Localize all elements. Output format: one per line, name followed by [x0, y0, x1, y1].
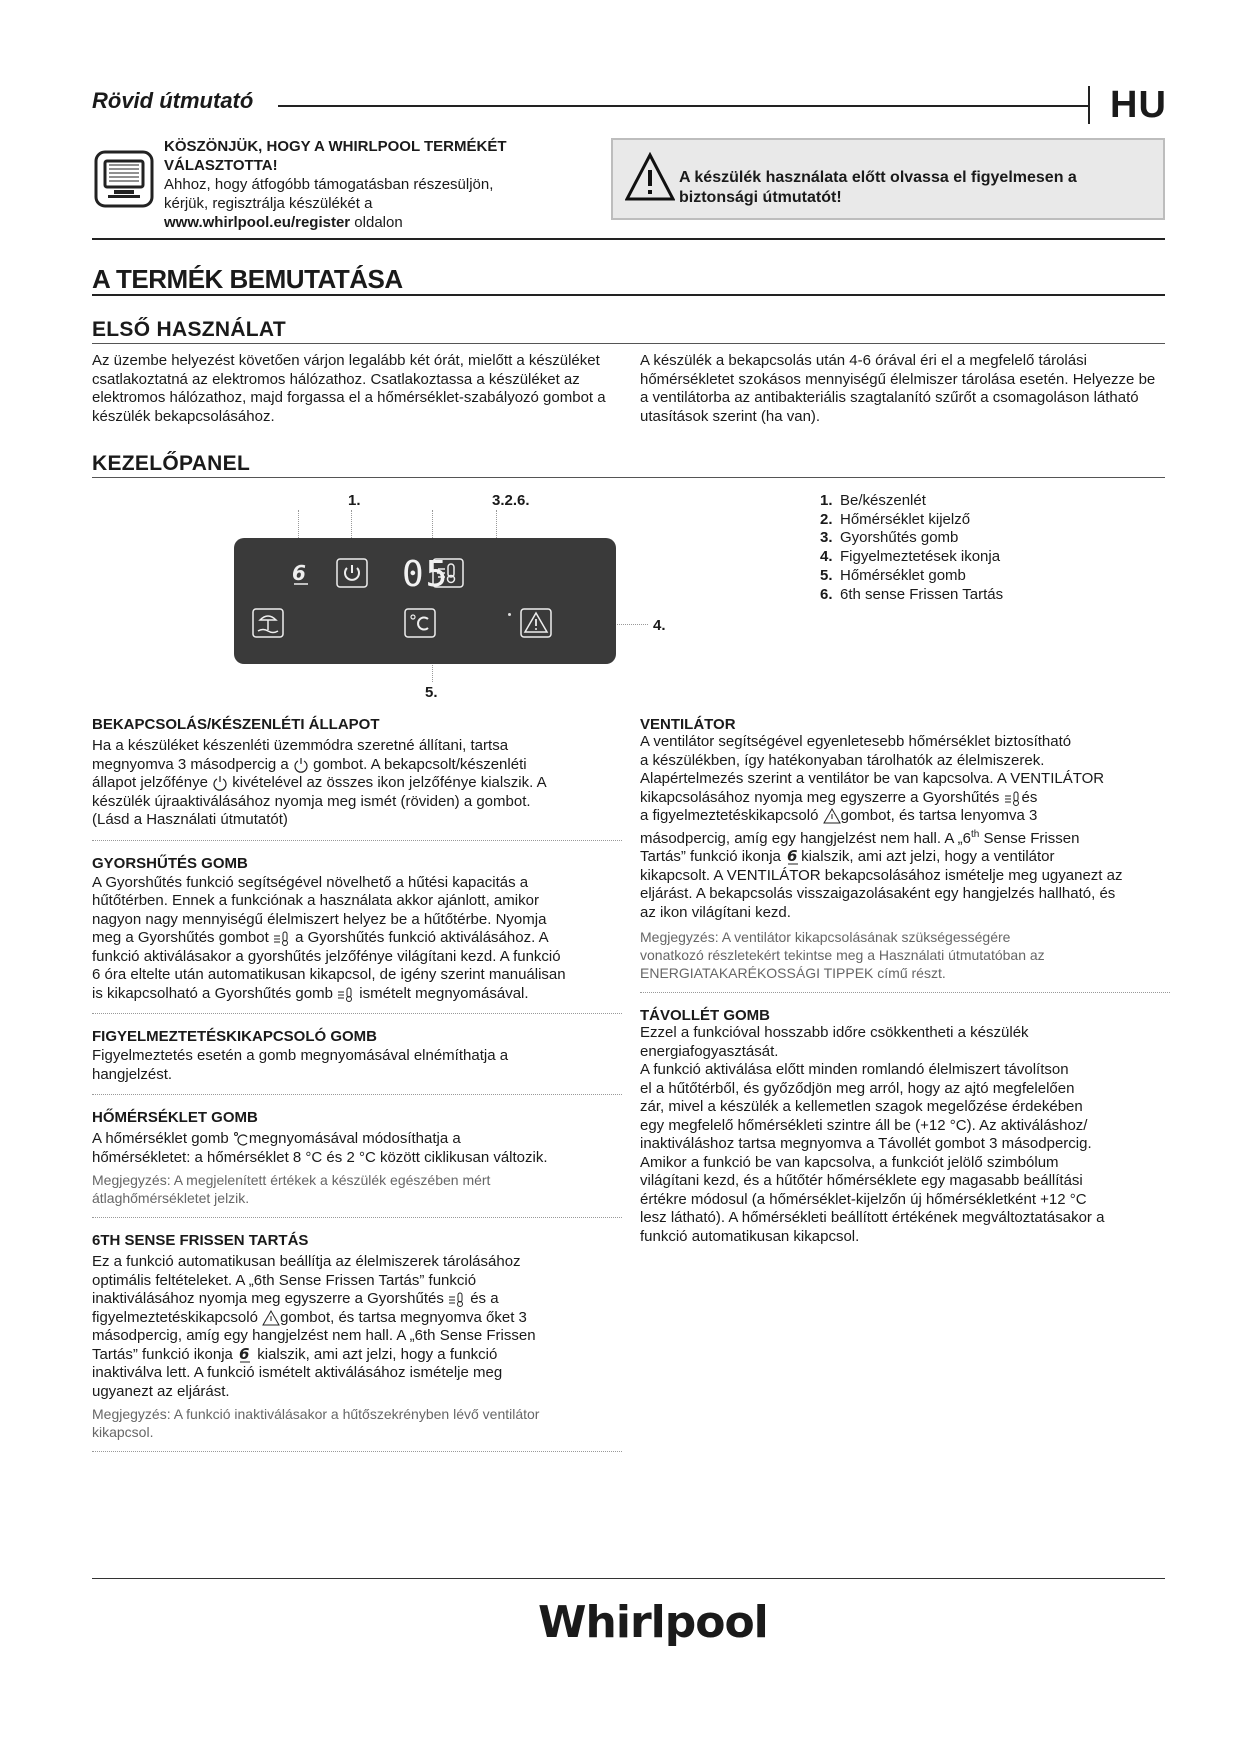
legend-item: 5. Hőmérséklet gomb: [820, 566, 966, 584]
separator: [92, 1094, 622, 1095]
warning-icon: [262, 1310, 280, 1326]
fast-cool-icon[interactable]: [432, 558, 464, 588]
safety-warning-box: [611, 138, 1165, 220]
sixth-body: Ez a funkció automatikusan beállítja az élelmiszerek tárolásához optimális feltételeket. A „6th Sense Frissen Tartás” funkció inaktiválásához nyomja meg egyszerre a Gyorshűtés és a figyelmeztetéskikapcsoló gombot, és tartsa megnyomva őket 3 másodpercig, amíg egy hangjelzést nem hall. A „6th Sense Frissen Tartás” funkció ikonja 6 kialszik, ami azt jelzi, hogy a funkció inaktiválva lett. A funkció ismételt aktiválásához ismételje meg ugyanezt az eljárást.: [92, 1253, 536, 1400]
top-rule: [92, 238, 1165, 240]
product-title: A TERMÉK BEMUTATÁSA: [92, 264, 403, 294]
header-divider: [1088, 86, 1090, 124]
standby-body: Ha a készüléket készenléti üzemmódra szeretné állítani, tartsa megnyomva 3 másodpercig a gombot. A bekapcsolt/készenléti állapot jelzőfénye kivételével az összes ikon jelzőfénye kialszik. A készülék újraaktiválásához nyomja meg ismét (röviden) a gombot. (Lásd a Használati útmutatót): [92, 737, 547, 828]
power-icon: [212, 775, 228, 791]
standby-title: BEKAPCSOLÁS/KÉSZENLÉTI ÁLLAPOT: [92, 716, 380, 733]
separator: [92, 1013, 622, 1014]
fan-title: VENTILÁTOR: [640, 716, 736, 733]
fast-cool-icon: [273, 930, 291, 946]
temperature-celsius-icon[interactable]: [404, 608, 436, 638]
alarm-led: [508, 613, 511, 616]
callout-1: 1.: [348, 492, 361, 509]
sixth-title: 6TH SENSE FRISSEN TARTÁS: [92, 1232, 309, 1249]
alarm-body: Figyelmeztetés esetén a gomb megnyomásával elnémíthatja a hangjelzést.: [92, 1047, 509, 1083]
fast-cool-icon: [1004, 790, 1022, 806]
power-icon[interactable]: [336, 558, 368, 588]
sixth-sense-icon[interactable]: [289, 562, 313, 588]
product-title-rule: [92, 294, 1165, 296]
sixth-sense-icon: [785, 848, 801, 866]
right-column: [640, 716, 1170, 1246]
fan-note: Megjegyzés: A ventilátor kikapcsolásának szükségességére vonatkozó részletekért tekintse meg a Használati útmutatóban az ENERGIATAKARÉKOSSÁGI TIPPEK című részt.: [640, 929, 1045, 981]
separator: [640, 992, 1170, 993]
safety-warning-text: A készülék használata előtt olvassa el figyelmesen a biztonsági útmutatót!: [679, 169, 1077, 206]
fastcool-body: A Gyorshűtés funkció segítségével növelhető a hűtési kapacitás a hűtőtérben. Ennek a funkciónak a használata akkor ajánlott, amikor nagyon nagy mennyiségű élelmiszert helyez be a hűtőtérbe. Nyomja meg a Gyorshűtés gombot a Gyorshűtés funkció aktiválásához. A funkció aktiválásakor a gyorshűtés jelzőfénye világítani kezd. A funkció 6 óra elteltе után automatikusan kikapcsol, de igény szerint manuálisan is kikapcsolható a Gyorshűtés gomb ismételt megnyomásával.: [92, 873, 566, 1002]
warning-icon: [823, 808, 841, 824]
separator: [92, 1451, 622, 1452]
panel-legend: [820, 492, 1150, 604]
fast-cool-icon: [448, 1291, 466, 1307]
language-code: HU: [1110, 84, 1167, 126]
svg-text:6: 6: [292, 562, 306, 585]
separator: [92, 1217, 622, 1218]
legend-item: 1. Be/készenlét: [820, 492, 926, 509]
temp-body: A hőmérséklet gomb megnyomásával módosíthatja a hőmérsékletet: a hőmérséklet 8 °C és 2 °C között ciklikusan változik.: [92, 1130, 548, 1166]
fast-cool-icon: [337, 986, 355, 1002]
away-body: Ezzel a funkcióval hosszabb időre csökkentheti a készülék energiafogyasztását. A funkció aktiválása előtt minden romlandó élelmiszert távolítson el a hűtőtérből, és győződjön meg arról, hogy az ajtó megfelelően zár, mivel a készülék a kellemetlen szagok megelőzése érdekében egy megfelelő hőmérsékleti szintre áll be (+12 °C). Az aktiváláshoz/ inaktiváláshoz tartsa megnyomva a Távollét gombot 3 másodpercig. Amikor a funkció be van kapcsolva, a funkciót jelölő szimbólum világítani kezd, és a hűtőtér hőmérséklete egy magasabb beállítási értékre módosul (a hőmérséklet-kijelzőn új hőmérsékletként +12 °C lesz látható). A hőmérsékleti beállított értékének megváltoztatásakor a funkció automatikusan kikapcsol.: [640, 1024, 1105, 1245]
callout-3-2-6: 3.2.6.: [492, 492, 530, 509]
callout-4: 4.: [653, 617, 666, 634]
left-column: [92, 716, 622, 1452]
temperature-celsius-icon: [233, 1131, 249, 1147]
vacation-icon[interactable]: [252, 608, 284, 638]
sixth-note: Megjegyzés: A funkció inaktiválásakor a hűtőszekrényben lévő ventilátor kikapcsol.: [92, 1406, 540, 1440]
footer-rule: [92, 1578, 1165, 1579]
legend-item: 6. 6th sense Frissen Tartás: [820, 585, 1004, 603]
first-use-left: Az üzembe helyezést követően várjon legalább két órát, mielőtt a készüléket csatlakoztatná az elektromos hálózathoz. Csatlakoztassa a készüléket az elektromos hálózathoz, majd forgassa el a hőmérséklet-szabályozó gombot a készülék bekapcsolásához.: [92, 352, 606, 425]
temperature-display: 05: [402, 554, 450, 595]
sixth-sense-icon: [237, 1346, 253, 1364]
temp-note: Megjegyzés: A megjelenített értékek a készülék egészében mért átlaghőmérsékletet jelzik.: [92, 1172, 491, 1206]
control-panel: [234, 538, 616, 664]
thanks-heading: KÖSZÖNJÜK, HOGY A WHIRLPOOL TERMÉKÉT VÁLASZTOTTA!: [164, 138, 507, 174]
thanks-line-1: Ahhoz, hogy átfogóbb támogatásban részesüljön,: [164, 176, 494, 193]
fastcool-title: GYORSHŰTÉS GOMB: [92, 854, 248, 872]
thanks-block: [164, 137, 604, 232]
header-rule: [278, 105, 1088, 107]
alarm-title: FIGYELMEZTETÉSKIKAPCSOLÓ GOMB: [92, 1028, 378, 1045]
alarm-icon[interactable]: [520, 608, 552, 638]
thanks-line-2: kérjük, regisztrálja készülékét a: [164, 195, 373, 212]
first-use-right: A készülék a bekapcsolás után 4-6 órával éri el a megfelelő tárolási hőmérsékletet szokásos mennyiségű élelmiszer tárolása esetén. Helyezze be a ventilátorba az antibakteriális szagtalanító szűrőt a csomagoláson látható utasítások szerint (ha van).: [640, 352, 1156, 425]
svg-text:6: 6: [239, 1345, 250, 1363]
legend-item: 4. Figyelmeztetések ikonja: [820, 548, 1001, 566]
away-title: TÁVOLLÉT GOMB: [640, 1007, 770, 1024]
warning-triangle-icon: [625, 152, 675, 202]
monitor-icon: [94, 150, 154, 208]
first-use-rule: [92, 343, 1165, 344]
brand-logo: Whirlpool: [538, 1597, 768, 1648]
control-panel-rule: [92, 477, 1165, 478]
legend-item: 3. Gyorshűtés gomb: [820, 529, 959, 547]
temp-title: HŐMÉRSÉKLET GOMB: [92, 1109, 258, 1126]
first-use-title: ELSŐ HASZNÁLAT: [92, 318, 286, 341]
fan-body: A ventilátor segítségével egyenletesebb hőmérséklet biztosítható a készülékben, így hatékonyaban tárolhatók az élelmiszerek. Alapértelmezés szerint a ventilátor be van kapcsolva. A VENTILÁTOR kikapcsolásához nyomja meg egyszerre a Gyorshűtés és a figyelmeztetéskikapcsoló gombot, és tartsa lenyomva 3 másodpercig, amíg egy hangjelzést nem hall. A „6th Sense Frissen Tartás” funkció ikonja 6 kialszik, ami azt jelzi, hogy a ventilátor kikapcsolt. A VENTILÁTOR bekapcsolásához ismételje meg ugyanezt az eljárást. A bekapcsolás visszaigazolásaként egy hangjelzés hallható, és az ikon világítani kezd.: [640, 733, 1123, 921]
header-title: Rövid útmutató: [92, 88, 254, 113]
control-panel-title: KEZELŐPANEL: [92, 452, 251, 475]
svg-text:6: 6: [787, 848, 798, 866]
callout-5: 5.: [425, 684, 438, 701]
power-icon: [293, 757, 309, 773]
register-suffix: oldalon: [350, 214, 403, 231]
legend-item: 2. Hőmérséklet kijelző: [820, 510, 971, 528]
register-link[interactable]: www.whirlpool.eu/register: [164, 214, 351, 231]
separator: [92, 840, 622, 841]
